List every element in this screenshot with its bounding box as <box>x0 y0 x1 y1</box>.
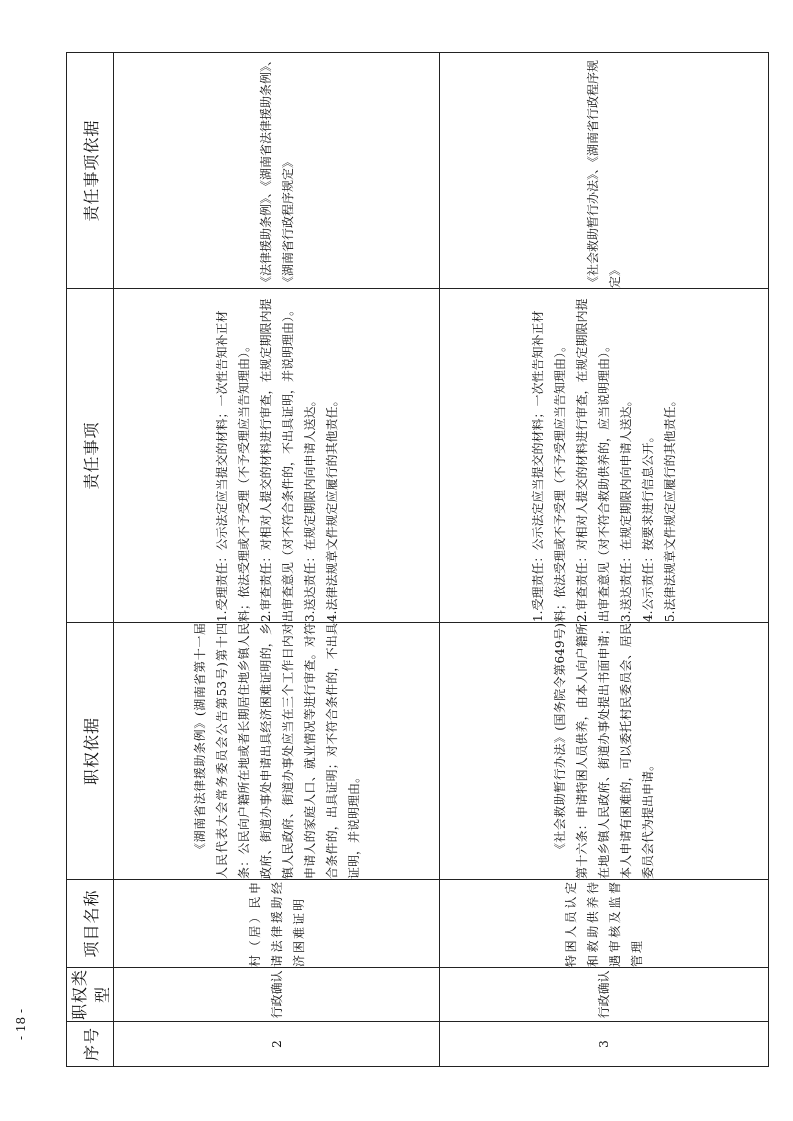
row-index: 3 <box>440 1022 769 1067</box>
row-item: 3.送达责任：在规定期限内向申请人送达。 <box>302 394 317 622</box>
row-item-basis <box>440 53 769 289</box>
header-items: 责任事项 <box>67 289 114 623</box>
row-item-basis-text: 《社会救助暂行办法》、《湖南省行政程序规定》 <box>586 59 622 288</box>
row-item: 2.审查责任：对相对人提交的材料进行审查，在规定期限内提出审查意见（对不符合救助供养的，应当说明理由）。 <box>575 298 611 622</box>
row-basis <box>440 623 769 880</box>
table-row <box>114 53 440 1067</box>
row-type: 行政确认 <box>114 968 440 1022</box>
header-type: 职权类型 <box>67 968 114 1022</box>
row-basis <box>114 623 440 880</box>
row-name: 村（居）民申请法律援助经济困难证明 <box>114 880 440 968</box>
row-items <box>440 289 769 623</box>
row-items <box>114 289 440 623</box>
row-type: 行政确认 <box>440 968 769 1022</box>
row-item: 1.受理责任：公示法定应当提交的材料；一次性告知补正材料；依法受理或不予受理（不予受理应当告知理由）。 <box>214 310 251 622</box>
page-number: - 18 - <box>14 1008 28 1040</box>
row-name: 特困人员认定和救助供养待遇审核及监督管理 <box>440 880 769 968</box>
row-item: 2.审查责任：对相对人提交的材料进行审查，在规定期限内提出审查意见（对不符合条件的，不出具证明，并说明理由）。 <box>258 298 295 622</box>
responsibility-table-frame <box>66 53 764 1067</box>
responsibility-table <box>66 52 769 1067</box>
row-basis-text: 《湖南省法律援助条例》(湖南省第十一届人民代表大会常务委员会公告第53号)第十四条：公民向户籍所在地或者长期居住地乡镇人民政府、街道办事处申请出具经济困难证明的，乡镇人民政府、街道办事处应当在三个工作日内对申请人的家庭人口、就业情况等进行审查。对符合条件的，出具证明；对不符合条件的，不出具证明，并说明理由。 <box>192 623 361 879</box>
row-item: 3.送达责任：在规定期限内向申请人送达。 <box>619 394 633 622</box>
row-item: 5.法律法规章文件规定应履行的其他责任。 <box>663 394 677 622</box>
table-header-row <box>67 53 114 1067</box>
row-item: 4.公示责任：按要求进行信息公开。 <box>641 430 655 622</box>
row-item: 4.法律法规章文件规定应履行的其他责任。 <box>324 394 339 622</box>
row-item: 1.受理责任：公示法定应当提交的材料；一次性告知补正材料；依法受理或不予受理（不予受理应当告知理由）。 <box>531 310 567 622</box>
row-item-basis <box>114 53 440 289</box>
row-item-basis-text: 《法律援助条例》、《湖南省法律援助条例》、《湖南省行政程序规定》 <box>258 53 295 288</box>
header-index: 序号 <box>67 1022 114 1067</box>
header-item-basis: 责任事项依据 <box>67 53 114 289</box>
row-basis-text: 《社会救助暂行办法》(国务院令第649号)第十六条：申请特困人员供养，由本人向户籍所在地乡镇人民政府、街道办事处提出书面申请；本人申请有困难的，可以委托村民委员会、居民委员会代为提出申请。 <box>553 623 655 879</box>
row-index: 2 <box>114 1022 440 1067</box>
table-row <box>440 53 769 1067</box>
header-name: 项目名称 <box>67 880 114 968</box>
header-basis: 职权依据 <box>67 623 114 880</box>
